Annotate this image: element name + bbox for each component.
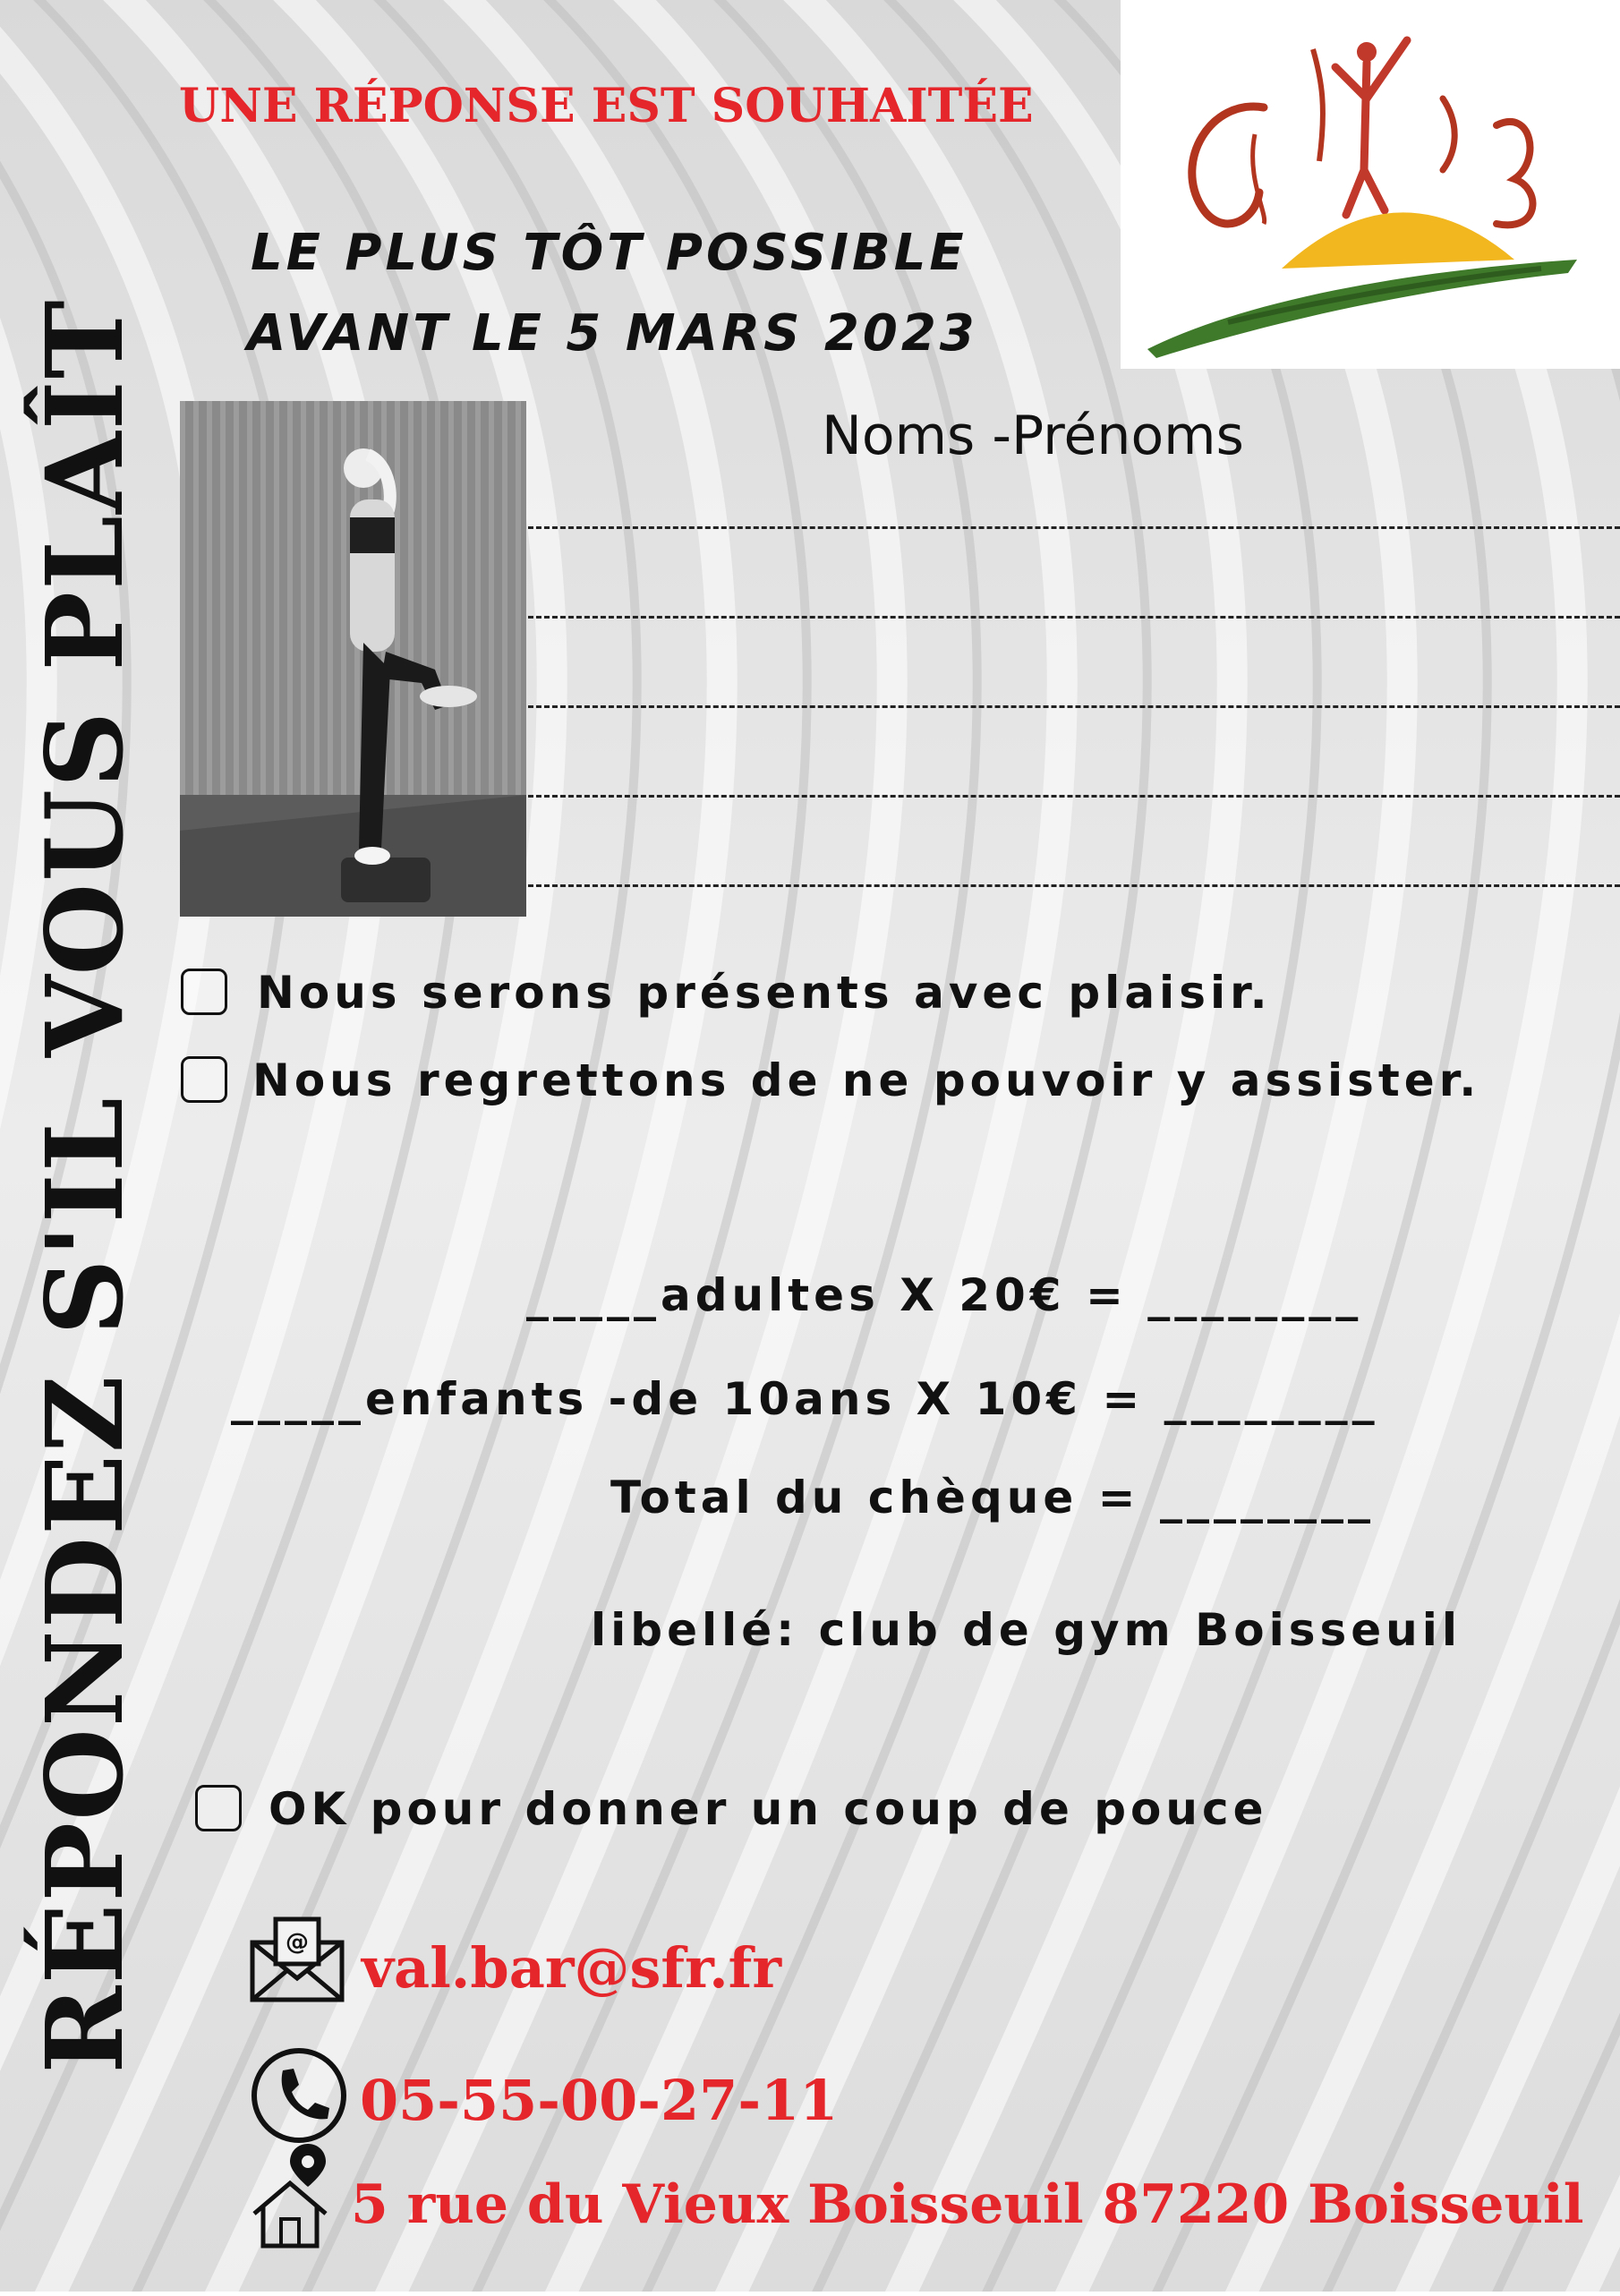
name-line[interactable] bbox=[528, 884, 1620, 887]
contact-address: 5 rue du Vieux Boisseuil 87220 Boisseuil bbox=[351, 2173, 1584, 2236]
deadline-line-2: AVANT LE 5 MARS 2023 bbox=[247, 304, 978, 363]
home-location-icon bbox=[249, 2144, 331, 2255]
deadline-line-1: LE PLUS TÔT POSSIBLE bbox=[251, 224, 968, 282]
children-price-line: _____enfants -de 10ans X 10€ = ________ bbox=[231, 1373, 1379, 1425]
athlete-photo bbox=[180, 401, 526, 917]
contact-phone[interactable]: 05-55-00-27-11 bbox=[360, 2068, 839, 2133]
attend-no-label: Nous regrettons de ne pouvoir y assister. bbox=[252, 1054, 1481, 1106]
adults-price-line: _____adultes X 20€ = ________ bbox=[526, 1269, 1363, 1321]
svg-text:@: @ bbox=[286, 1929, 309, 1956]
name-line[interactable] bbox=[528, 705, 1620, 708]
help-checkbox[interactable] bbox=[195, 1785, 242, 1831]
contact-email[interactable]: val.bar@sfr.fr bbox=[362, 1935, 781, 2001]
attend-no-checkbox[interactable] bbox=[181, 1056, 227, 1103]
club-logo bbox=[1121, 0, 1620, 369]
response-title: UNE RÉPONSE EST SOUHAITÉE bbox=[179, 79, 1034, 133]
cheque-payee-label: libellé: club de gym Boisseuil bbox=[591, 1604, 1462, 1656]
name-line[interactable] bbox=[528, 526, 1620, 529]
names-label: Noms -Prénoms bbox=[822, 405, 1244, 467]
vertical-title: RÉPONDEZ S'IL VOUS PLAÎT bbox=[22, 298, 147, 2074]
phone-icon bbox=[249, 2045, 349, 2149]
cheque-total-line: Total du chèque = ________ bbox=[610, 1472, 1375, 1524]
name-line[interactable] bbox=[528, 795, 1620, 798]
attend-yes-label: Nous serons présents avec plaisir. bbox=[257, 967, 1272, 1019]
email-icon bbox=[249, 1916, 345, 2009]
help-label: OK pour donner un coup de pouce bbox=[269, 1783, 1268, 1835]
attend-yes-checkbox[interactable] bbox=[181, 969, 227, 1015]
name-line[interactable] bbox=[528, 616, 1620, 619]
